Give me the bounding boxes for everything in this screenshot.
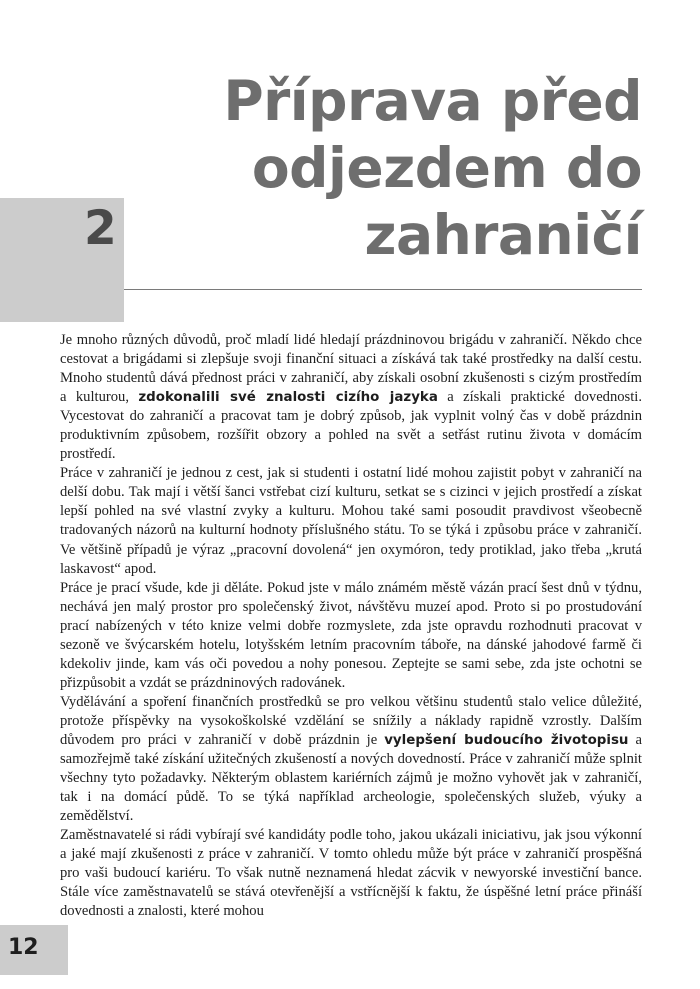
text-run: a získali praktické dovednosti. Vycestovat do zahraničí a pracovat tam je dobrý způsob, jak vyplnit volný čas v době prázdnin produktivním způsobem, rozšířit obzory a pohled na svět a setřást rutinu života v domácím prostředí. [60, 389, 642, 463]
title-divider [124, 289, 642, 290]
chapter-title-line: zahraničí [364, 203, 642, 267]
chapter-title [122, 68, 642, 269]
paragraph [60, 826, 642, 921]
text-run: Práce v zahraničí je jednou z cest, jak si studenti i ostatní lidé mohou zajistit pobyt v zahraničí na delší dobu. Tak mají i větší šanci vstřebat cizí kulturu, setkat se s cizinci v jejich prostředí a získat lepší pohled na své vlastní zvyky a kulturu. Mohou také sami posoudit pravdivost všeobecně tradovaných názorů na kulturní hodnoty příslušného státu. To se týká i způsobu práce v zahraničí. Ve většině případů je výraz „pracovní dovolená“ jen oxymóron, tedy protiklad, jako třeba „krutá laskavost“ apod. [60, 465, 642, 577]
body-text [60, 331, 642, 921]
text-run: Zaměstnavatelé si rádi vybírají své kandidáty podle toho, jakou ukázali iniciativu, jak jsou výkonní a jaké mají zkušenosti z práce v zahraničí. V tomto ohledu může být práce v zahraničí prospěšná pro vaši budoucí kariéru. To však nutně neznamená hledat zácvik v newyorské investiční bance. Stále více zaměstnavatelů se stává otevřenější a vstřícnější k faktu, že úspěšné letní práce přináší dovednosti a znalosti, které mohou [60, 827, 642, 920]
paragraph [60, 464, 642, 578]
paragraph [60, 693, 642, 826]
chapter-title-line: odjezdem do [251, 136, 642, 200]
text-run: Je mnoho různých důvodů, proč mladí lidé hledají prázdninovou brigádu v zahraničí. Někdo chce cestovat a brigádami si zlepšuje svoji finanční situaci a získává tak také prostředky na další cestu. Mnoho studentů dává přednost práci v zahraničí, aby získali osobní zkušenosti s cizým prostředím a kulturou, [60, 332, 642, 406]
paragraph [60, 331, 642, 464]
bold-phrase: vylepšení budoucího životopisu [384, 732, 629, 748]
page-number: 12 [8, 935, 39, 960]
text-run: Vydělávání a spoření finančních prostředků se pro velkou většinu studentů stalo velice důležité, protože příspěvky na vysokoškolské vzdělání se snížily a náklady rapidně vzrostly. Dalším důvodem pro práci v zahraničí v době prázdnin je [60, 693, 642, 748]
chapter-title-line: Příprava před [223, 69, 642, 133]
bold-phrase: zdokonalili své znalosti cizího jazyka [138, 390, 438, 406]
paragraph [60, 579, 642, 693]
text-run: a samozřejmě také získání užitečných zkušeností a nových dovedností. Práce v zahraničí může splnit všechny tyto požadavky. Některým oblastem kariérních zájmů je možno vyhovět jak v zahraničí, tak i na domácí půdě. To se týká například archeologie, společenských služeb, výuky a zemědělství. [60, 731, 642, 825]
text-run: Práce je prací všude, kde ji děláte. Pokud jste v málo známém městě vázán prací šest dnů v týdnu, nechává jen malý prostor pro společenský život, návštěvu muzeí apod. Proto si po prostudování prací nabízených v této knize velmi dobře rozmyslete, zda jste opravdu rozhodnuti pracovat v sezoně ve švýcarském hotelu, lotyšském letním pracovním táboře, na dánské jahodové farmě či kdekoliv jinde, kam vás oči povedou a nohy ponesou. Zeptejte se sami sebe, zda jste ochotni se přizpůsobit a vzdát se prázdninových radovánek. [60, 579, 642, 691]
chapter-number: 2 [84, 201, 117, 256]
